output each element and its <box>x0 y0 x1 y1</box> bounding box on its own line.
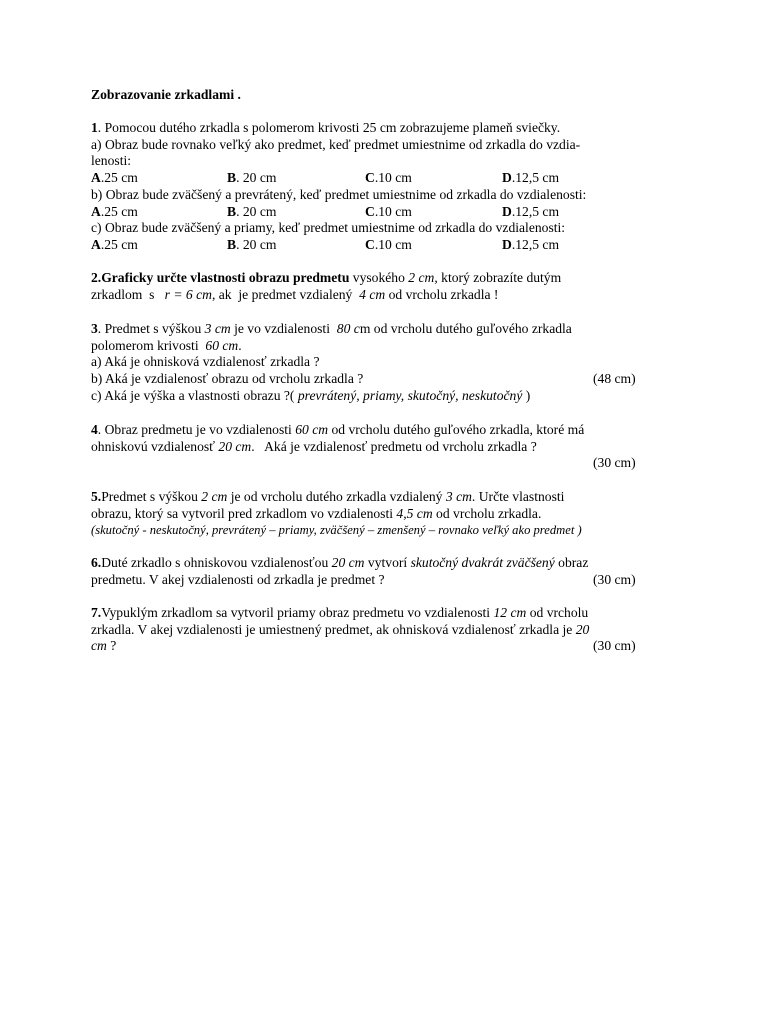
q5-note: (skutočný - neskutočný, prevrátený – priamy, zväčšený – zmenšený – rovnako veľký ako predmet ) <box>91 523 582 538</box>
question-6 <box>91 555 661 588</box>
option-d: D.12,5 cm <box>502 236 560 252</box>
q1-a-text-cont: lenosti: <box>91 153 132 169</box>
q1-a-text: a) Obraz bude rovnako veľký ako predmet, keď predmet umiestnime od zrkadla do vzdia- <box>91 136 581 152</box>
option-d: D.12,5 cm <box>502 170 560 186</box>
option-c: C.10 cm <box>365 170 412 186</box>
option-b: B. 20 cm <box>227 236 277 252</box>
q3-b: b) Aká je vzdialenosť obrazu od vrcholu zrkadla ? <box>91 371 364 387</box>
q5-line-1: 5.Predmet s výškou 2 cm je od vrcholu dutého zrkadla vzdialený 3 cm. Určte vlastnosti <box>91 489 565 504</box>
q7-line-3: cm ? <box>91 638 117 654</box>
q7-line-3-row <box>91 638 661 655</box>
q4-line-1: 4. Obraz predmetu je vo vzdialenosti 60 cm od vrcholu dutého guľového zrkadla, ktoré má <box>91 422 585 437</box>
q7-answer: (30 cm) <box>593 638 636 654</box>
q4-answer: (30 cm) <box>593 455 636 471</box>
q1-b-text: b) Obraz bude zväčšený a prevrátený, keď predmet umiestnime od zrkadla do vzdialenosti: <box>91 186 587 202</box>
question-3 <box>91 321 661 405</box>
q4-answer-row <box>91 455 661 472</box>
option-d: D.12,5 cm <box>502 203 560 219</box>
option-a: A.25 cm <box>91 170 138 186</box>
q1-b-options <box>91 204 661 221</box>
q6-answer: (30 cm) <box>593 571 636 587</box>
q2-line-2: zrkadlom s r = 6 cm, ak je predmet vzdialený 4 cm od vrcholu zrkadla ! <box>91 286 499 302</box>
option-a: A.25 cm <box>91 236 138 252</box>
q1-c-options <box>91 237 661 254</box>
option-c: C.10 cm <box>365 236 412 252</box>
question-4 <box>91 422 661 472</box>
q3-line-2: polomerom krivosti 60 cm. <box>91 337 242 353</box>
q2-line-1: 2.Graficky určte vlastnosti obrazu predmetu vysokého 2 cm, ktorý zobrazíte dutým <box>91 270 562 285</box>
question-2 <box>91 270 661 303</box>
q6-line-1: 6.Duté zrkadlo s ohniskovou vzdialenosťou 20 cm vytvorí skutočný dvakrát zväčšený obraz <box>91 555 589 570</box>
q7-line-1: 7.Vypuklým zrkadlom sa vytvoril priamy obraz predmetu vo vzdialenosti 12 cm od vrcholu <box>91 605 589 620</box>
q3-a: a) Aká je ohnisková vzdialenosť zrkadla ? <box>91 354 320 370</box>
document-title: Zobrazovanie zrkadlami . <box>91 87 241 102</box>
q1-a-options <box>91 170 661 187</box>
option-a: A.25 cm <box>91 203 138 219</box>
question-7 <box>91 605 661 655</box>
q7-line-2: zrkadla. V akej vzdialenosti je umiestnený predmet, ak ohnisková vzdialenosť zrkadla je 20 <box>91 621 590 637</box>
q6-line-2: predmetu. V akej vzdialenosti od zrkadla je predmet ? <box>91 571 385 587</box>
question-5 <box>91 489 661 539</box>
option-b: B. 20 cm <box>227 203 277 219</box>
option-b: B. 20 cm <box>227 170 277 186</box>
q4-line-2: ohniskovú vzdialenosť 20 cm. Aká je vzdialenosť predmetu od vrcholu zrkadla ? <box>91 438 537 454</box>
q3-c: c) Aká je výška a vlastnosti obrazu ?( prevrátený, priamy, skutočný, neskutočný ) <box>91 387 531 403</box>
document-title-block <box>91 87 661 104</box>
q1-c-text: c) Obraz bude zväčšený a priamy, keď predmet umiestnime od zrkadla do vzdialenosti: <box>91 220 566 236</box>
q1-intro: 1. Pomocou dutého zrkadla s polomerom krivosti 25 cm zobrazujeme plameň sviečky. <box>91 120 561 135</box>
question-1 <box>91 120 661 254</box>
option-c: C.10 cm <box>365 203 412 219</box>
q3-b-row <box>91 371 661 388</box>
q6-line-2-row <box>91 572 661 589</box>
q3-b-answer: (48 cm) <box>593 371 636 387</box>
q5-line-2: obrazu, ktorý sa vytvoril pred zrkadlom vo vzdialenosti 4,5 cm od vrcholu zrkadla. <box>91 505 542 521</box>
q3-line-1: 3. Predmet s výškou 3 cm je vo vzdialenosti 80 cm od vrcholu dutého guľového zrkadla <box>91 321 572 336</box>
